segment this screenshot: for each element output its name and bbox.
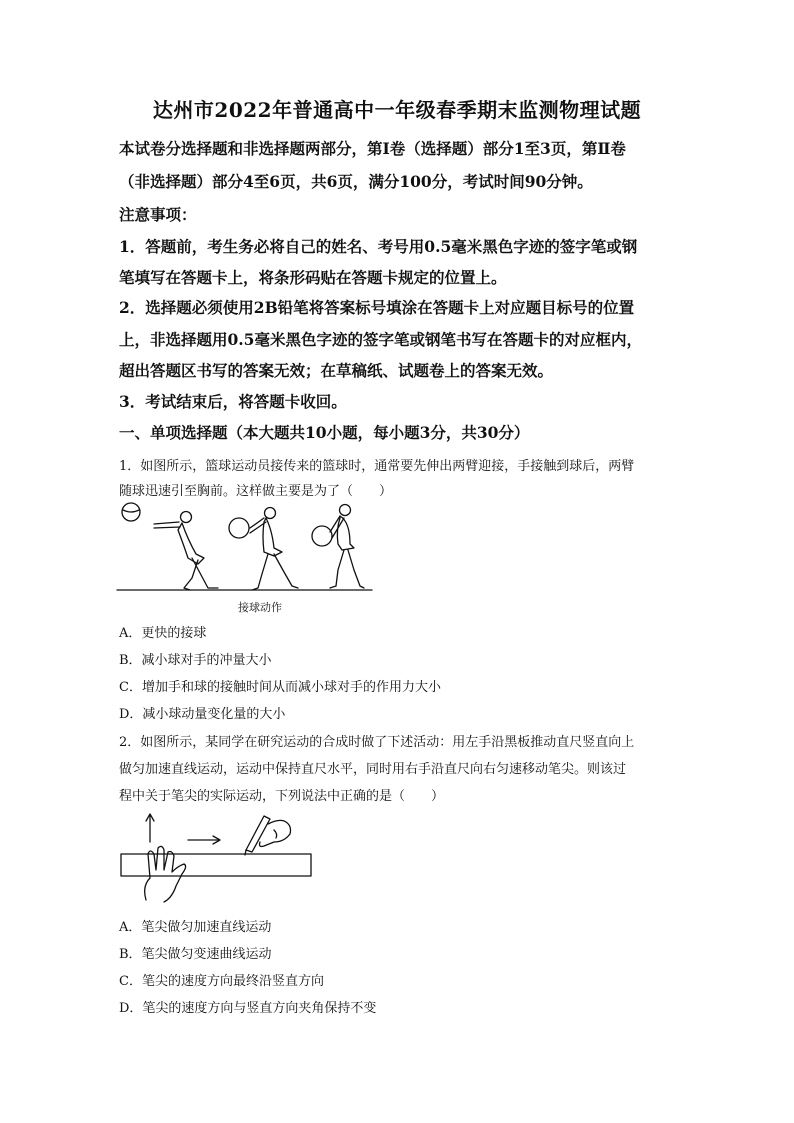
q2-stem-line-2: 做匀加速直线运动，运动中保持直尺水平，同时用右手沿直尺向右匀速移动笔尖。则该过 <box>119 762 627 777</box>
q1-option-a: A．更快的接球 <box>119 626 207 641</box>
notes-item-2-line-3: 超出答题区书写的答案无效；在草稿纸、试题卷上的答案无效。 <box>119 361 554 380</box>
q2-stem-line-1: 2．如图所示，某同学在研究运动的合成时做了下述活动：用左手沿黑板推动直尺竖直向上 <box>119 735 635 750</box>
intro-line-1: 本试卷分选择题和非选择题两部分，第Ⅰ卷（选择题）部分1至3页，第Ⅱ卷 <box>119 139 626 158</box>
section-heading: 一、单项选择题（本大题共10小题，每小题3分，共30分） <box>119 423 530 442</box>
q1-stem-line-1: 1．如图所示，篮球运动员接传来的篮球时，通常要先伸出两臂迎接，手接触到球后，两臂 <box>119 459 635 474</box>
notes-heading: 注意事项： <box>119 205 197 224</box>
notes-item-2-line-2: 上，非选择题用0.5毫米黑色字迹的签字笔或钢笔书写在答题卡的对应框内， <box>119 330 642 349</box>
q1-figure-caption: 接球动作 <box>238 601 282 614</box>
page-title: 达州市2022年普通高中一年级春季期末监测物理试题 <box>152 98 642 122</box>
left-hand-icon <box>145 846 186 902</box>
pen-icon <box>246 816 270 852</box>
q2-stem-line-3: 程中关于笔尖的实际运动，下列说法中正确的是（ ） <box>119 789 445 804</box>
basketball-icon <box>229 518 249 538</box>
q2-option-c: C．笔尖的速度方向最终沿竖直方向 <box>119 974 324 989</box>
basketball-icon <box>312 526 332 546</box>
q1-option-d: D．减小球动量变化量的大小 <box>119 707 286 722</box>
notes-item-1-line-1: 1．答题前，考生务必将自己的姓名、考号用0.5毫米黑色字迹的签字笔或钢 <box>119 237 638 256</box>
q2-option-a: A．笔尖做匀加速直线运动 <box>119 920 272 935</box>
q2-option-b: B．笔尖做匀变速曲线运动 <box>119 947 272 962</box>
right-hand-icon <box>260 820 291 846</box>
intro-line-2: （非选择题）部分4至6页，共6页，满分100分，考试时间90分钟。 <box>119 172 593 191</box>
basketball-catch-figure <box>114 500 376 604</box>
q1-option-c: C．增加手和球的接触时间从而减小球对手的作用力大小 <box>119 680 441 695</box>
notes-item-2-line-1: 2．选择题必须使用2B铅笔将答案标号填涂在答题卡上对应题目标号的位置 <box>119 298 635 317</box>
q2-option-d: D．笔尖的速度方向与竖直方向夹角保持不变 <box>119 1001 377 1016</box>
q1-stem-line-2: 随球迅速引至胸前。这样做主要是为了（ ） <box>119 484 393 499</box>
ruler-and-pen-figure <box>118 808 314 904</box>
notes-item-1-line-2: 笔填写在答题卡上，将条形码贴在答题卡规定的位置上。 <box>119 268 507 287</box>
q1-option-b: B．减小球对手的冲量大小 <box>119 653 272 668</box>
notes-item-3: 3．考试结束后，将答题卡收回。 <box>119 392 347 411</box>
